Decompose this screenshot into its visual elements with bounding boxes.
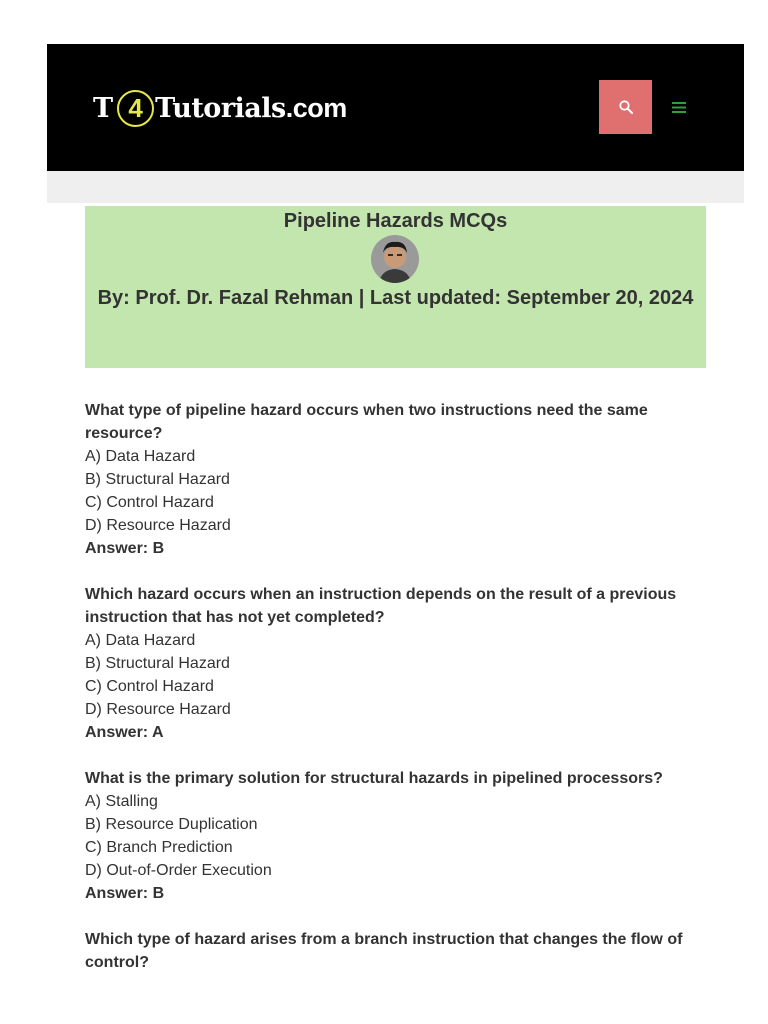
mcq-item	[85, 767, 710, 905]
mcq-question: What type of pipeline hazard occurs when two instructions need the same resource?	[85, 402, 648, 442]
mcq-answer: Answer: A	[85, 724, 164, 741]
mcq-option: C) Branch Prediction	[85, 839, 233, 856]
page-title: Pipeline Hazards MCQs	[283, 210, 508, 232]
mcq-item	[85, 399, 710, 560]
logo-tutorials: Tutorials	[155, 92, 286, 124]
mcq-item	[85, 928, 710, 974]
mcq-option: B) Structural Hazard	[85, 655, 230, 672]
article-title-box	[85, 206, 706, 368]
menu-button[interactable]	[663, 80, 695, 134]
mcq-option: A) Data Hazard	[85, 632, 196, 649]
mcq-item	[85, 583, 710, 744]
mcq-option: D) Resource Hazard	[85, 517, 231, 534]
mcq-question: What is the primary solution for structural hazards in pipelined processors?	[85, 770, 663, 787]
mcq-option: B) Structural Hazard	[85, 471, 230, 488]
mcq-option: A) Stalling	[85, 793, 158, 810]
mcq-answer: Answer: B	[85, 540, 165, 557]
author-avatar-image	[371, 235, 419, 283]
logo-circle-4: 4	[117, 90, 154, 127]
mcq-option: C) Control Hazard	[85, 494, 214, 511]
mcq-question: Which type of hazard arises from a branch instruction that changes the flow of control?	[85, 931, 683, 971]
hamburger-menu-icon	[672, 102, 686, 113]
mcq-option: C) Control Hazard	[85, 678, 214, 695]
mcq-list	[85, 399, 710, 997]
mcq-answer: Answer: B	[85, 885, 165, 902]
mcq-question: Which hazard occurs when an instruction depends on the result of a previous instruction that has not yet completed?	[85, 586, 677, 626]
search-icon	[619, 100, 633, 114]
mcq-option: D) Resource Hazard	[85, 701, 231, 718]
mcq-option: D) Out-of-Order Execution	[85, 862, 272, 879]
article-byline: By: Prof. Dr. Fazal Rehman | Last updated: September 20, 2024	[97, 287, 694, 309]
logo-dotcom: .com	[285, 92, 347, 123]
mcq-option: B) Resource Duplication	[85, 816, 258, 833]
search-button[interactable]	[599, 80, 652, 134]
mcq-option: A) Data Hazard	[85, 448, 196, 465]
author-avatar[interactable]	[371, 235, 419, 283]
logo-t: T	[93, 92, 114, 124]
site-header	[47, 44, 744, 171]
site-logo[interactable]	[93, 86, 347, 130]
header-divider-bar	[47, 171, 744, 203]
